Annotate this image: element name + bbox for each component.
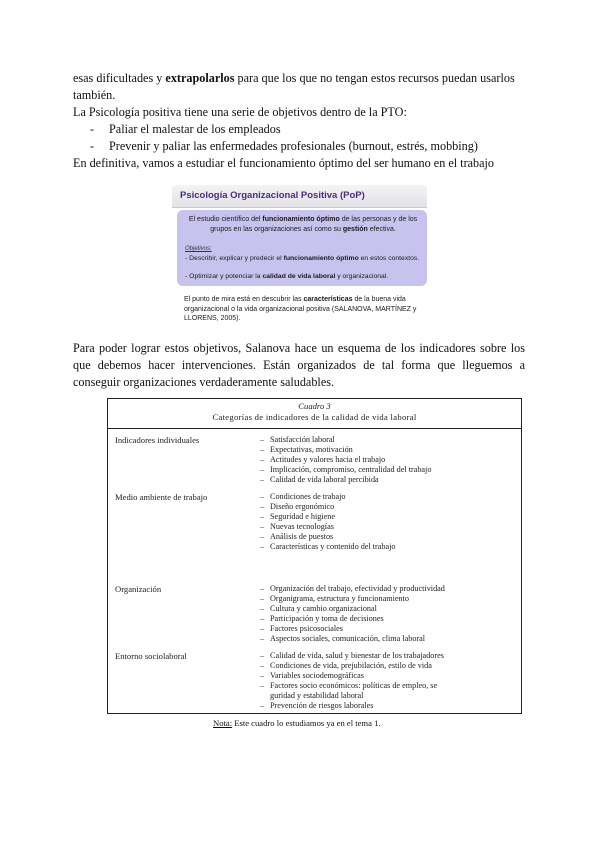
note-label: Nota: <box>213 718 233 728</box>
table-item: guridad y estabilidad laboral <box>270 691 364 700</box>
table-item: – Organización del trabajo, efectividad y productividad <box>260 584 445 593</box>
salanova-paragraph: Para poder lograr estos objetivos, Salanova hace un esquema de los indicadores sobre los que debemos hacer intervenciones. Están organizados de tal forma que lleguemos a conseguir organizaciones verdaderamente saludables. <box>73 341 525 390</box>
pop-header <box>172 185 427 208</box>
table-item: – Participación y toma de decisiones <box>260 614 384 623</box>
table-item: – Condiciones de vida, prejubilación, estilo de vida <box>260 661 432 670</box>
table-category: Organización <box>115 584 162 594</box>
table-item: – Seguridad e higiene <box>260 512 336 521</box>
bullet-item: - Prevenir y paliar las enfermedades profesionales (burnout, estrés, mobbing) <box>90 139 478 153</box>
bullet-item: - Paliar el malestar de los empleados <box>90 122 281 136</box>
table-item: – Cultura y cambio organizacional <box>260 604 377 613</box>
table-caption-title: Categorías de indicadores de la calidad de vida laboral <box>212 412 417 422</box>
objectives-intro: La Psicología positiva tiene una serie de objetivos dentro de la PTO: <box>73 105 407 119</box>
pop-objective-1: - Describir, explicar y predecir el funcionamiento óptimo en estos contextos. <box>185 255 420 262</box>
table-category: Entorno sociolaboral <box>115 651 187 661</box>
table-item: – Calidad de vida, salud y bienestar de los trabajadores <box>260 651 444 660</box>
table-item: – Factores psicosociales <box>260 624 343 633</box>
table-item: – Factores socio económicos: políticas de empleo, se <box>260 681 438 690</box>
pop-definition: El estudio científico del funcionamiento óptimo de las personas y de los grupos en las organizaciones así como su gestión efectiva. <box>188 216 418 233</box>
table-item: – Organigrama, estructura y funcionamiento <box>260 594 409 603</box>
note-text: Este cuadro lo estudiamos ya en el tema 1. <box>232 718 381 728</box>
table-item: – Satisfacción laboral <box>260 435 335 444</box>
table-item: – Actitudes y valores hacia el trabajo <box>260 455 386 464</box>
table-item: – Calidad de vida laboral percibida <box>260 475 379 484</box>
table-item: – Condiciones de trabajo <box>260 492 346 501</box>
pop-footnote: El punto de mira está en descubrir las características de la buena vida organizacional o la vida organizacional positiva (SALANOVA, MARTÍNEZ y LLORENS, 2005). <box>184 296 417 322</box>
table-item: – Expectativas, motivación <box>260 445 353 454</box>
indicators-table <box>107 398 522 714</box>
pop-figure <box>172 185 427 352</box>
table-item: – Nuevas tecnologías <box>260 522 334 531</box>
table-item: – Aspectos sociales, comunicación, clima laboral <box>260 634 426 643</box>
pop-definition-box <box>177 210 427 286</box>
bullet-text: Prevenir y paliar las enfermedades profesionales (burnout, estrés, mobbing) <box>109 139 478 153</box>
pop-title: Psicología Organizacional Positiva (PoP) <box>180 190 365 201</box>
summary-line: En definitiva, vamos a estudiar el funcionamiento óptimo del ser humano en el trabajo <box>73 156 495 170</box>
table-item: – Variables sociodemográficas <box>260 671 364 680</box>
table-category: Indicadores individuales <box>115 435 200 445</box>
table-item: – Características y contenido del trabajo <box>260 542 396 551</box>
table-category: Medio ambiente de trabajo <box>115 492 208 502</box>
table-caption-number: Cuadro 3 <box>298 401 331 411</box>
table-item: – Implicación, compromiso, centralidad del trabajo <box>260 465 432 474</box>
pop-objective-2: - Optimizar y potenciar la calidad de vida laboral y organizacional. <box>185 273 389 280</box>
table-item: – Prevención de riesgos laborales <box>260 701 374 710</box>
intro-text: esas dificultades y <box>73 71 166 85</box>
table-note <box>213 718 381 728</box>
table-rule <box>108 428 521 429</box>
table-item: – Análisis de puestos <box>260 532 334 541</box>
bullet-text: Paliar el malestar de los empleados <box>109 122 281 136</box>
pop-objectives-label: Objetivos: <box>185 246 212 252</box>
intro-bold-term: extrapolarlos <box>165 71 235 85</box>
intro-paragraph <box>73 70 525 104</box>
table-item: – Diseño ergonómico <box>260 502 335 511</box>
intro-text-cont: para que los que no tengan estos recursos puedan usarlos también. <box>73 71 515 103</box>
